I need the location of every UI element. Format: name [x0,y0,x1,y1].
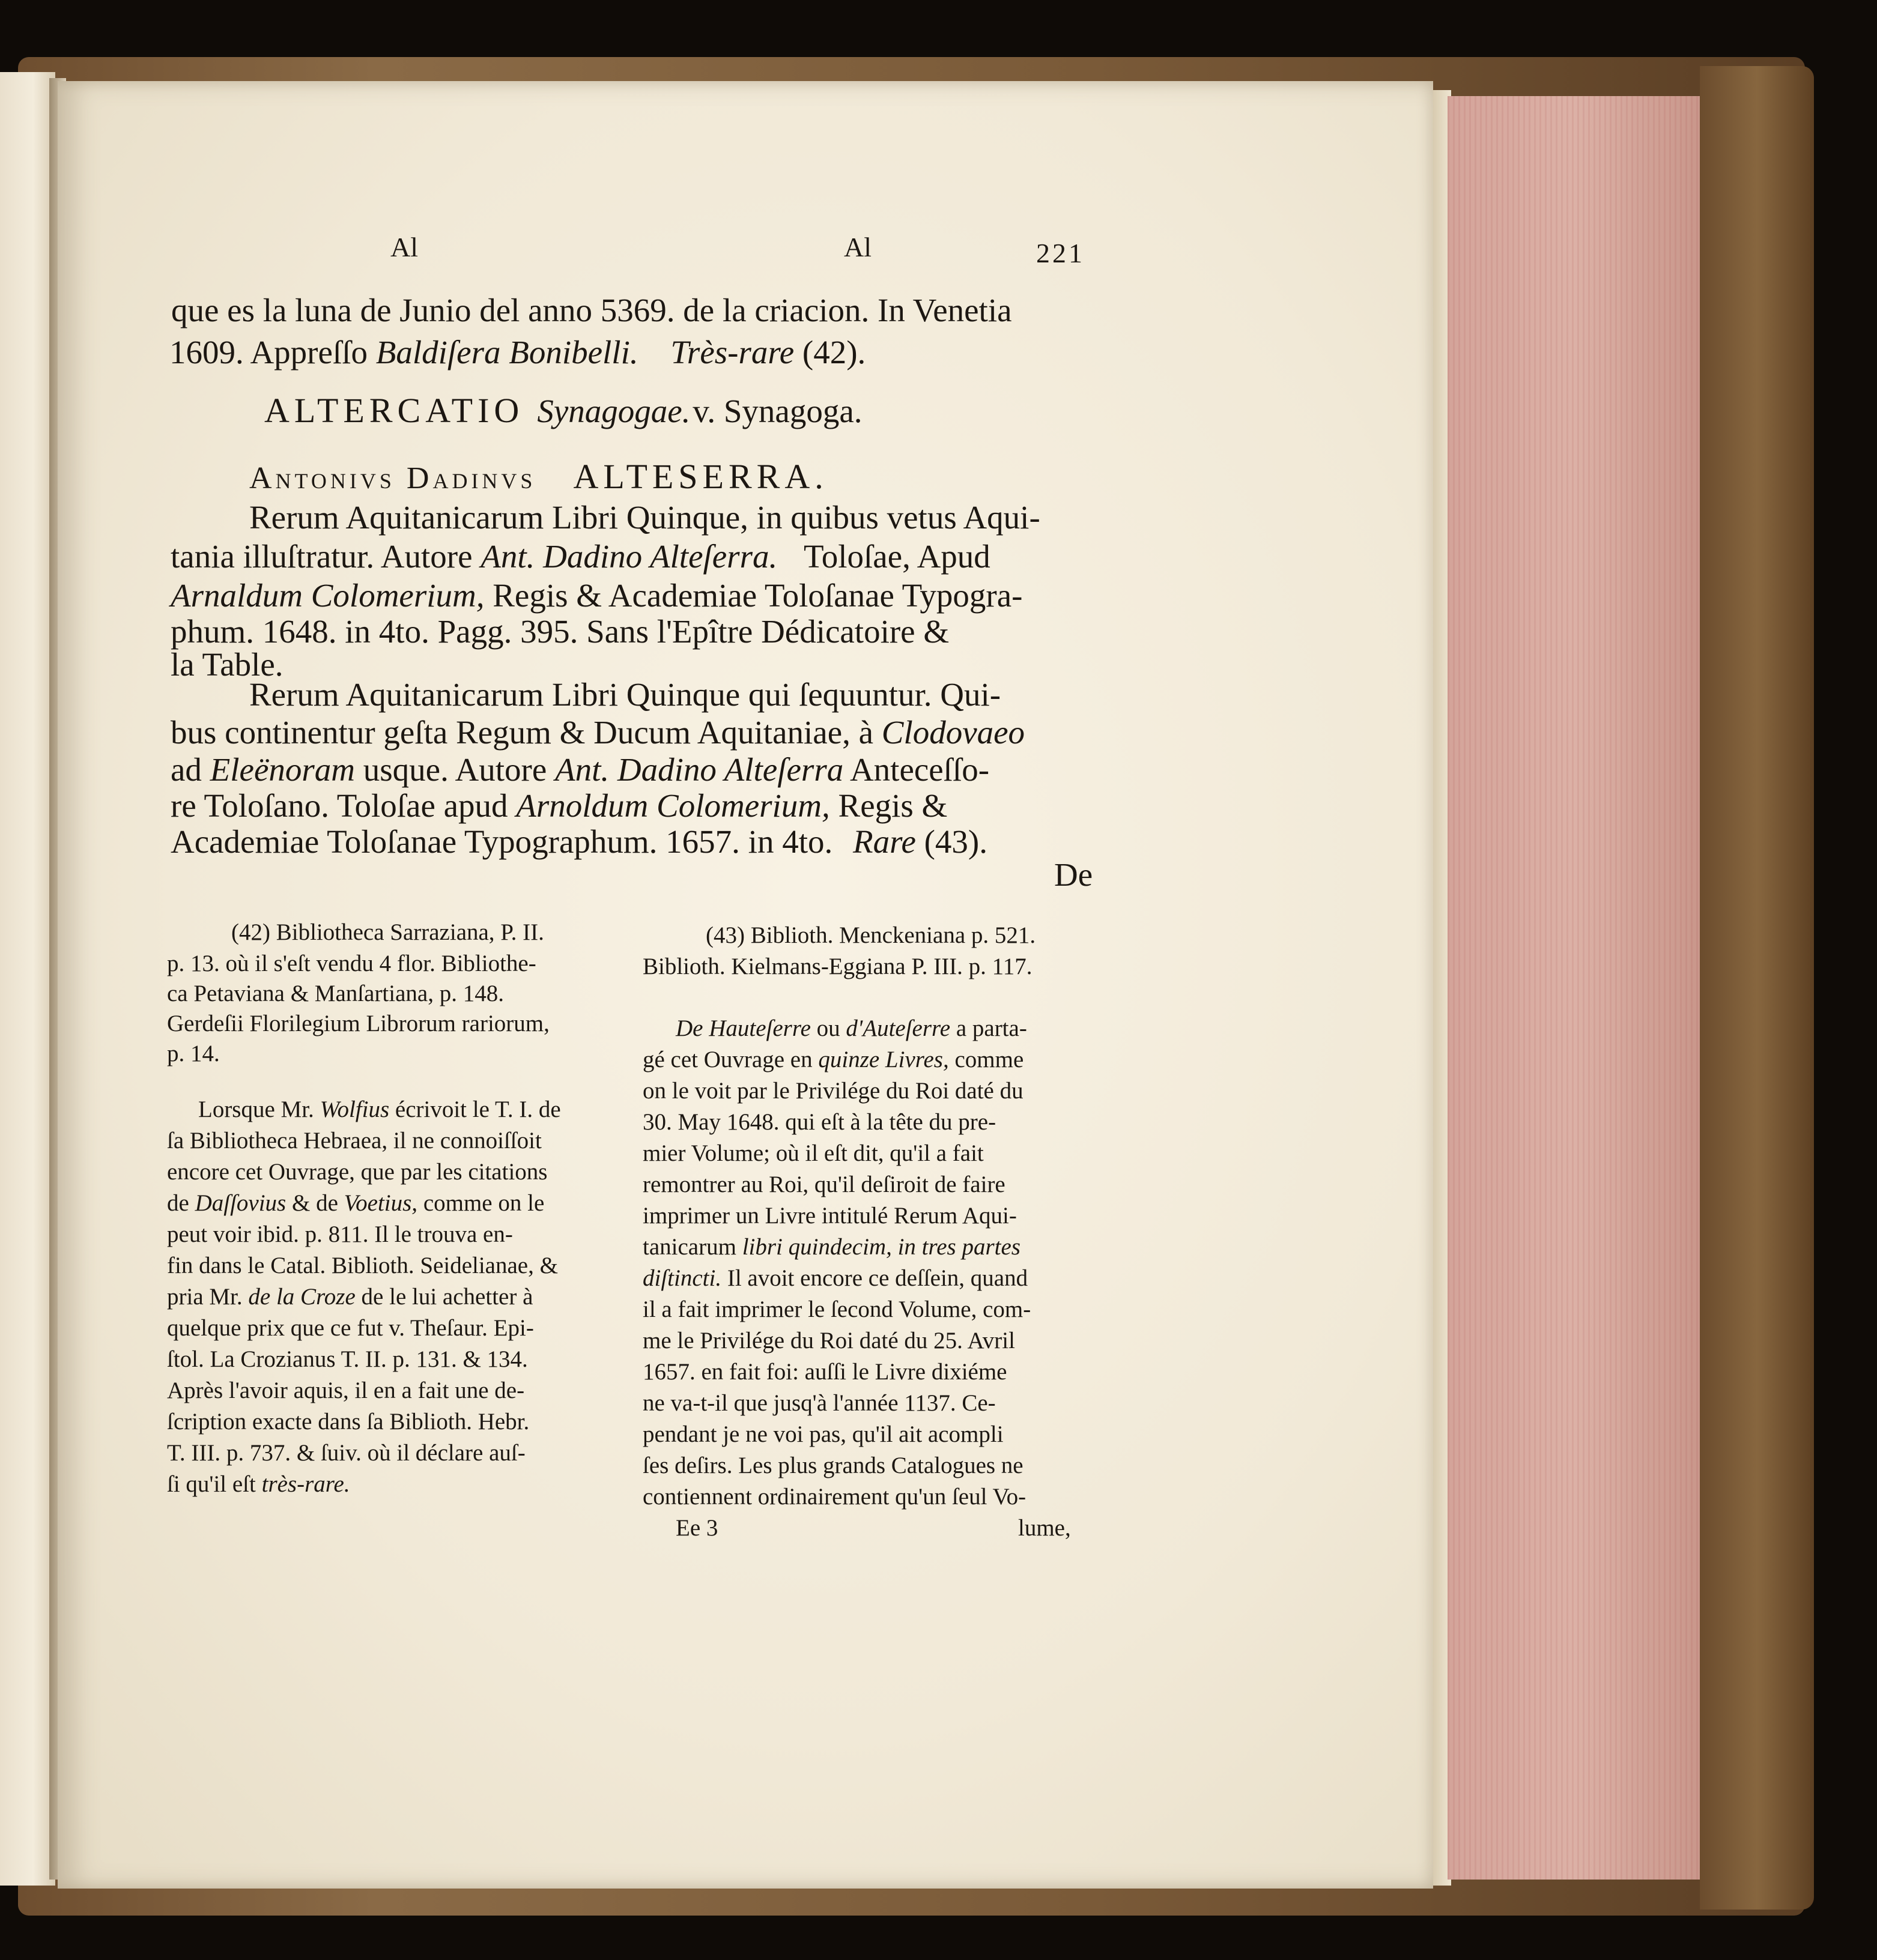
footnote-line: (42) Bibliotheca Sarraziana, P. II. [231,919,544,945]
footnote-line: p. 13. où il s'eſt vendu 4 flor. Bibliothe- [167,951,536,976]
footnote-line: ſa Bibliotheca Hebraea, il ne connoiſſoit [167,1128,542,1154]
footnote-line: Après l'avoir aquis, il en a fait une de- [167,1378,525,1403]
red-sprinkled-fore-edge [1448,96,1700,1880]
facing-page-edge [0,72,55,1886]
catchword-main: De [1054,856,1093,893]
signature-mark: Ee 3 [676,1515,718,1541]
footnote-line: gé cet Ouvrage en quinze Livres, comme [643,1047,1024,1072]
page-number: 221 [1036,238,1085,268]
main-line: Academiae Toloſanae Typographum. 1657. in 4to. Rare (43). [171,823,987,860]
footnote-line: encore cet Ouvrage, que par les citations [167,1159,548,1185]
footnote-line: ſi qu'il eſt très-rare. [167,1471,350,1497]
cover-board [1700,66,1814,1910]
footnote-line: contiennent ordinairement qu'un ſeul Vo- [643,1484,1026,1510]
footnote-line: il a fait imprimer le ſecond Volume, com- [643,1296,1031,1322]
entry-heading-altercatio: ALTERCATIO Synagogae. v. Synagoga. [264,391,863,430]
footnote-line: Lorsque Mr. Wolfius écrivoit le T. I. de [198,1096,561,1122]
footnote-line: (43) Biblioth. Menckeniana p. 521. [706,922,1036,948]
running-head-left: Al [390,232,418,262]
footnote-line: ſtol. La Crozianus T. II. p. 131. & 134. [167,1346,528,1372]
main-line: phum. 1648. in 4to. Pagg. 395. Sans l'Epître Dédicatoire & [171,613,950,650]
footnote-line: imprimer un Livre intitulé Rerum Aqui- [643,1203,1017,1229]
footnote-line: ſcription exacte dans ſa Biblioth. Hebr. [167,1409,530,1435]
footnote-line: Biblioth. Kielmans-Eggiana P. III. p. 117. [643,954,1033,979]
footnote-line: tanicarum libri quindecim, in tres partes [643,1234,1020,1260]
main-line: re Toloſano. Toloſae apud Arnoldum Colomerium, Regis & [171,787,948,824]
main-line: Rerum Aquitanicarum Libri Quinque, in quibus vetus Aqui- [249,499,1040,536]
main-line: tania illuſtratur. Autore Ant. Dadino Alteſerra. Toloſae, Apud [171,538,990,575]
footnote-line: de Daſſovius & de Voetius, comme on le [167,1190,545,1216]
footnote-line: remontrer au Roi, qu'il deſiroit de faire [643,1172,1005,1197]
footnote-line: 1657. en fait foi: auſſi le Livre dixiéme [643,1359,1007,1385]
entry-heading-alteserra: Antonivs Dadinvs ALTESERRA. [249,457,828,496]
main-line: Rerum Aquitanicarum Libri Quinque qui ſequuntur. Qui- [249,676,1001,713]
main-line: 1609. Appreſſo Baldiſera Bonibelli. Très-rare (42). [169,334,866,371]
main-line: ad Eleënoram usque. Autore Ant. Dadino Alteſerra Anteceſſo- [171,751,990,788]
footnote-line: diſtincti. Il avoit encore ce deſſein, quand [643,1265,1028,1291]
main-line: bus continentur geſta Regum & Ducum Aquitaniae, à Clodovaeo [171,714,1025,751]
footnote-line: on le voit par le Privilége du Roi daté du [643,1078,1023,1104]
footnote-line: 30. May 1648. qui eſt à la tête du pre- [643,1109,996,1135]
footnote-line: fin dans le Catal. Biblioth. Seidelianae, & [167,1253,558,1278]
footnote-line: me le Privilége du Roi daté du 25. Avril [643,1328,1015,1354]
footnote-line: peut voir ibid. p. 811. Il le trouva en- [167,1221,513,1247]
footnote-line: ne va-t-il que jusq'à l'année 1137. Ce- [643,1390,996,1416]
running-head-center: Al [844,232,872,262]
footnote-line: Gerdeſii Florilegium Librorum rariorum, [167,1011,550,1036]
footnote-line: p. 14. [167,1041,220,1066]
catchword: lume, [1018,1515,1071,1541]
main-line: la Table. [171,646,284,683]
footnote-line: T. III. p. 737. & ſuiv. où il déclare auſ- [167,1440,526,1466]
footnote-line: quelque prix que ce fut v. Theſaur. Epi- [167,1315,534,1341]
footnote-line: De Hauteſerre ou d'Auteſerre a parta- [676,1015,1027,1041]
footnote-line: ſes deſirs. Les plus grands Catalogues ne [643,1453,1023,1478]
footnote-line: pria Mr. de la Croze de le lui achetter à [167,1284,533,1310]
main-line: que es la luna de Junio del anno 5369. de la criacion. In Venetia [171,292,1012,328]
footnote-line: mier Volume; où il eſt dit, qu'il a fait [643,1140,984,1166]
main-line: Arnaldum Colomerium, Regis & Academiae Toloſanae Typogra- [171,577,1023,614]
footnote-line: ca Petaviana & Manſartiana, p. 148. [167,981,504,1006]
footnote-line: pendant je ne voi pas, qu'il ait acompli [643,1421,1004,1447]
